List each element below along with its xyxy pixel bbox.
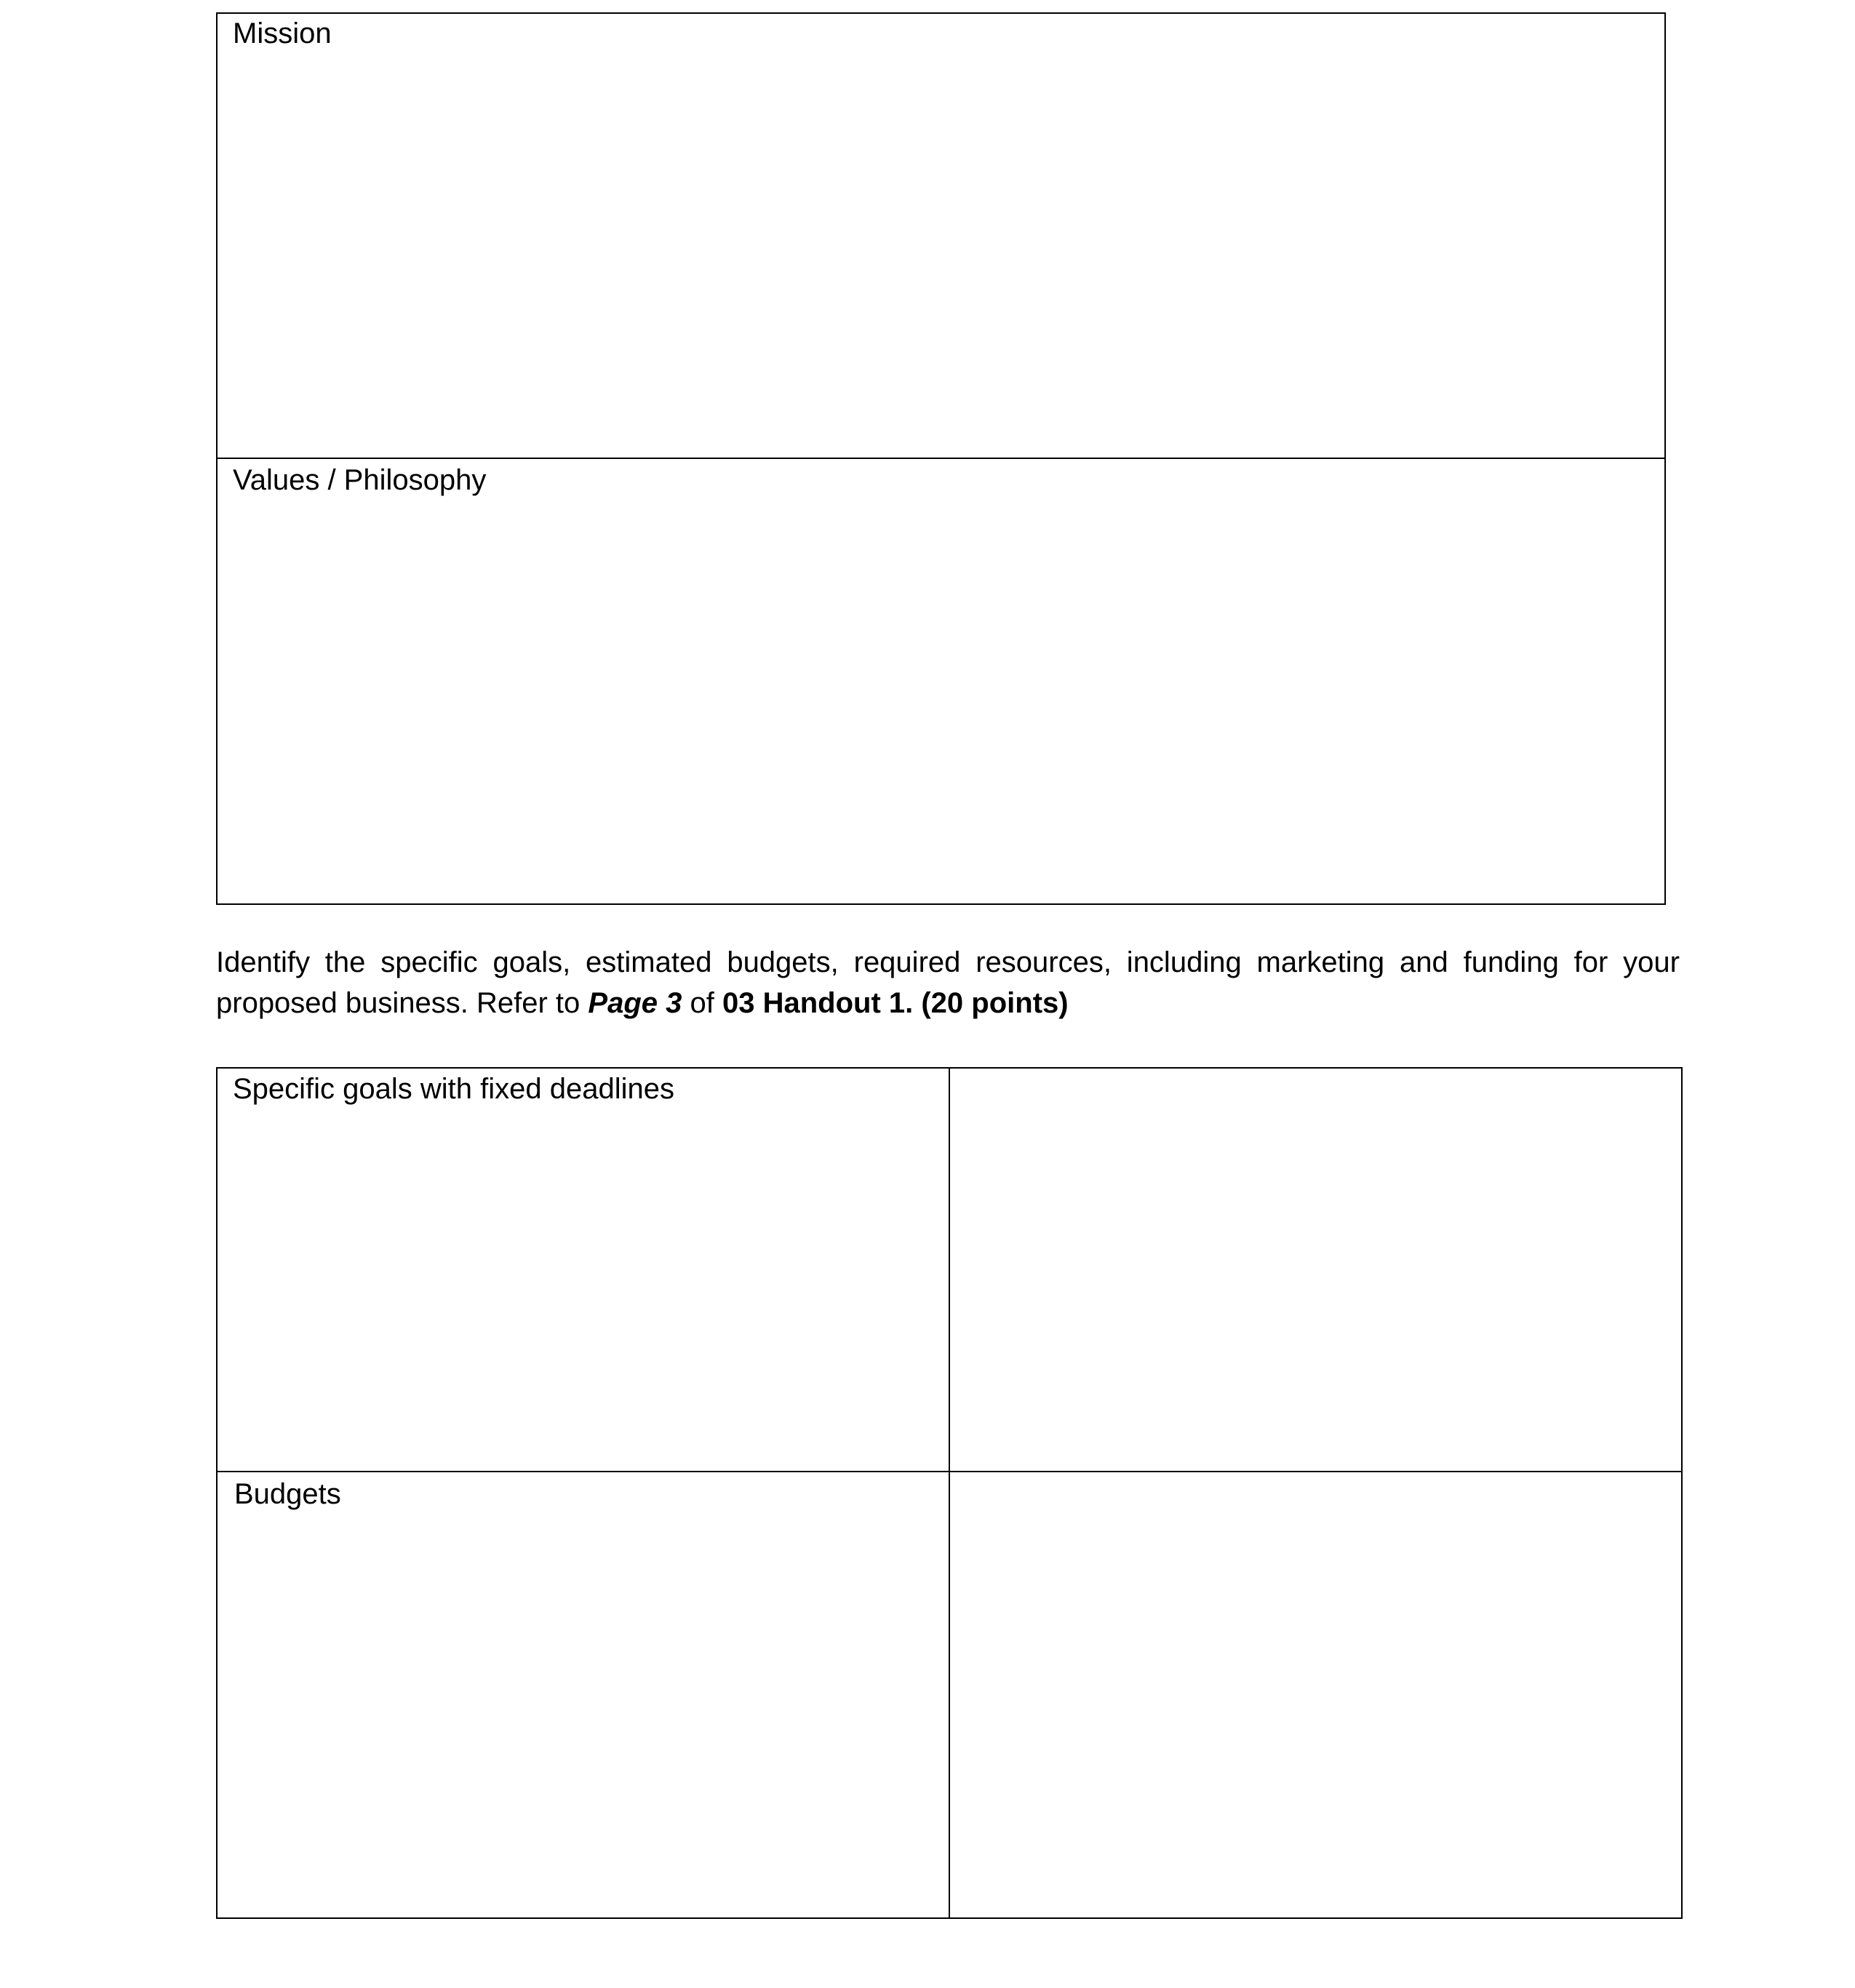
specific-goals-field[interactable] [218, 1120, 947, 1469]
values-philosophy-label: Values / Philosophy [233, 464, 487, 496]
instructions-of: of [682, 987, 722, 1019]
handout-reference: 03 Handout 1. (20 points) [722, 987, 1069, 1019]
instructions-text: Identify the specific goals, estimated budgets, required resources, including marketing and funding for your proposed business. Refer to [216, 946, 1680, 1019]
mission-values-divider [216, 458, 1666, 459]
mission-label: Mission [233, 17, 332, 49]
instructions-paragraph [216, 942, 1680, 1023]
specific-goals-answer-cell[interactable] [952, 1069, 1681, 1469]
values-philosophy-field[interactable] [218, 512, 1664, 903]
mission-field[interactable] [218, 65, 1664, 456]
budgets-answer-cell[interactable] [952, 1474, 1681, 1917]
budgets-field[interactable] [218, 1525, 947, 1917]
specific-goals-label: Specific goals with fixed deadlines [233, 1073, 675, 1105]
goals-budgets-column-divider [949, 1067, 950, 1919]
page-reference: Page 3 [588, 987, 682, 1019]
budgets-label: Budgets [234, 1478, 341, 1510]
